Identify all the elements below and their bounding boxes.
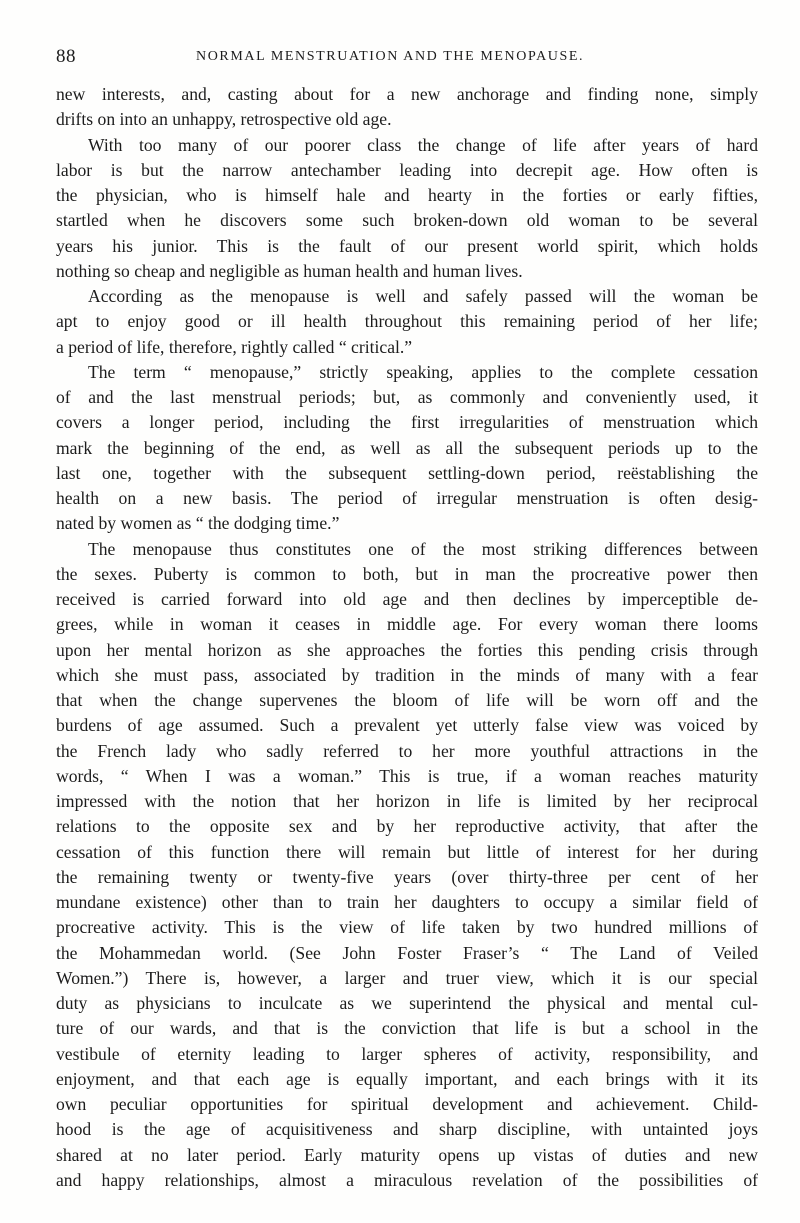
text-line: upon her mental horizon as she approaches the forties this pending crisis through — [56, 639, 758, 660]
text-line: enjoyment, and that each age is equally important, and each brings with it its — [56, 1068, 758, 1089]
body-text — [56, 82, 758, 1193]
text-line: health on a new basis. The period of irregular menstruation is often desig- — [56, 488, 758, 508]
text-line: the Mohammedan world. (See John Foster Fraser’s “ The Land of Veiled — [56, 942, 758, 963]
text-line: and happy relationships, almost a miraculous revelation of the possibilities of — [56, 1169, 758, 1190]
text-line: ture of our wards, and that is the conviction that life is but a school in the — [56, 1018, 758, 1039]
text-line: mundane existence) other than to train her daughters to occupy a similar field of — [56, 892, 758, 912]
text-line: vestibule of eternity leading to larger spheres of activity, responsibility, and — [56, 1043, 758, 1064]
text-line: nothing so cheap and negligible as human health and human lives. — [56, 260, 523, 281]
running-title: NORMAL MENSTRUATION AND THE MENOPAUSE. — [196, 49, 585, 64]
text-line: labor is but the narrow antechamber leading into decrepit age. How often is — [56, 159, 758, 180]
text-line: covers a longer period, including the first irregularities of menstruation which — [56, 412, 758, 433]
text-line: nated by women as “ the dodging time.” — [56, 513, 340, 534]
text-line: years his junior. This is the fault of our present world spirit, which holds — [56, 235, 758, 256]
text-line: duty as physicians to inculcate as we superintend the physical and mental cul- — [56, 993, 758, 1013]
text-line: of and the last menstrual periods; but, as commonly and conveniently used, it — [56, 387, 758, 407]
text-line: impressed with the notion that her horizon in life is limited by her reciprocal — [56, 791, 758, 811]
text-line: last one, together with the subsequent settling-down period, reëstablishing the — [56, 462, 758, 483]
text-line: that when the change supervenes the bloom of life will be worn off and the — [56, 690, 758, 710]
text-line: The menopause thus constitutes one of the most striking differences between — [88, 538, 758, 559]
running-head — [56, 46, 758, 70]
text-line: received is carried forward into old age and then declines by imperceptible de- — [56, 589, 758, 609]
text-line: startled when he discovers some such broken-down old woman to be several — [56, 210, 758, 231]
text-line: Women.”) There is, however, a larger and truer view, which it is our special — [56, 967, 758, 988]
text-line: the French lady who sadly referred to her more youthful attractions in the — [56, 740, 758, 761]
text-line: relations to the opposite sex and by her reproductive activity, that after the — [56, 816, 758, 837]
text-line: the physician, who is himself hale and hearty in the forties or early fifties, — [56, 185, 758, 205]
text-line: hood is the age of acquisitiveness and sharp discipline, with untainted joys — [56, 1119, 758, 1140]
text-line: shared at no later period. Early maturity opens up vistas of duties and new — [56, 1144, 758, 1165]
text-line: procreative activity. This is the view of life taken by two hundred millions of — [56, 917, 758, 938]
text-line: new interests, and, casting about for a new anchorage and finding none, simply — [56, 84, 758, 104]
page-number: 88 — [56, 46, 76, 67]
text-line: the sexes. Puberty is common to both, but in man the procreative power then — [56, 563, 758, 584]
text-line: According as the menopause is well and safely passed will the woman be — [88, 286, 758, 306]
text-line: drifts on into an unhappy, retrospective old age. — [56, 109, 392, 130]
text-line: apt to enjoy good or ill health throughout this remaining period of her life; — [56, 311, 758, 332]
text-line: With too many of our poorer class the change of life after years of hard — [88, 134, 758, 155]
text-line: words, “ When I was a woman.” This is true, if a woman reaches maturity — [56, 765, 758, 786]
text-line: grees, while in woman it ceases in middle age. For every woman there looms — [56, 614, 758, 635]
text-line: The term “ menopause,” strictly speaking, applies to the complete cessation — [88, 361, 758, 382]
text-line: own peculiar opportunities for spiritual development and achievement. Child- — [56, 1094, 758, 1114]
text-line: cessation of this function there will remain but little of interest for her during — [56, 841, 758, 862]
text-line: which she must pass, associated by tradition in the minds of many with a fear — [56, 664, 758, 685]
text-line: a period of life, therefore, rightly called “ critical.” — [56, 336, 413, 357]
text-line: burdens of age assumed. Such a prevalent yet utterly false view was voiced by — [56, 715, 758, 736]
text-line: mark the beginning of the end, as well as all the subsequent periods up to the — [56, 437, 758, 458]
text-line: the remaining twenty or twenty-five years (over thirty-three per cent of her — [56, 866, 758, 887]
